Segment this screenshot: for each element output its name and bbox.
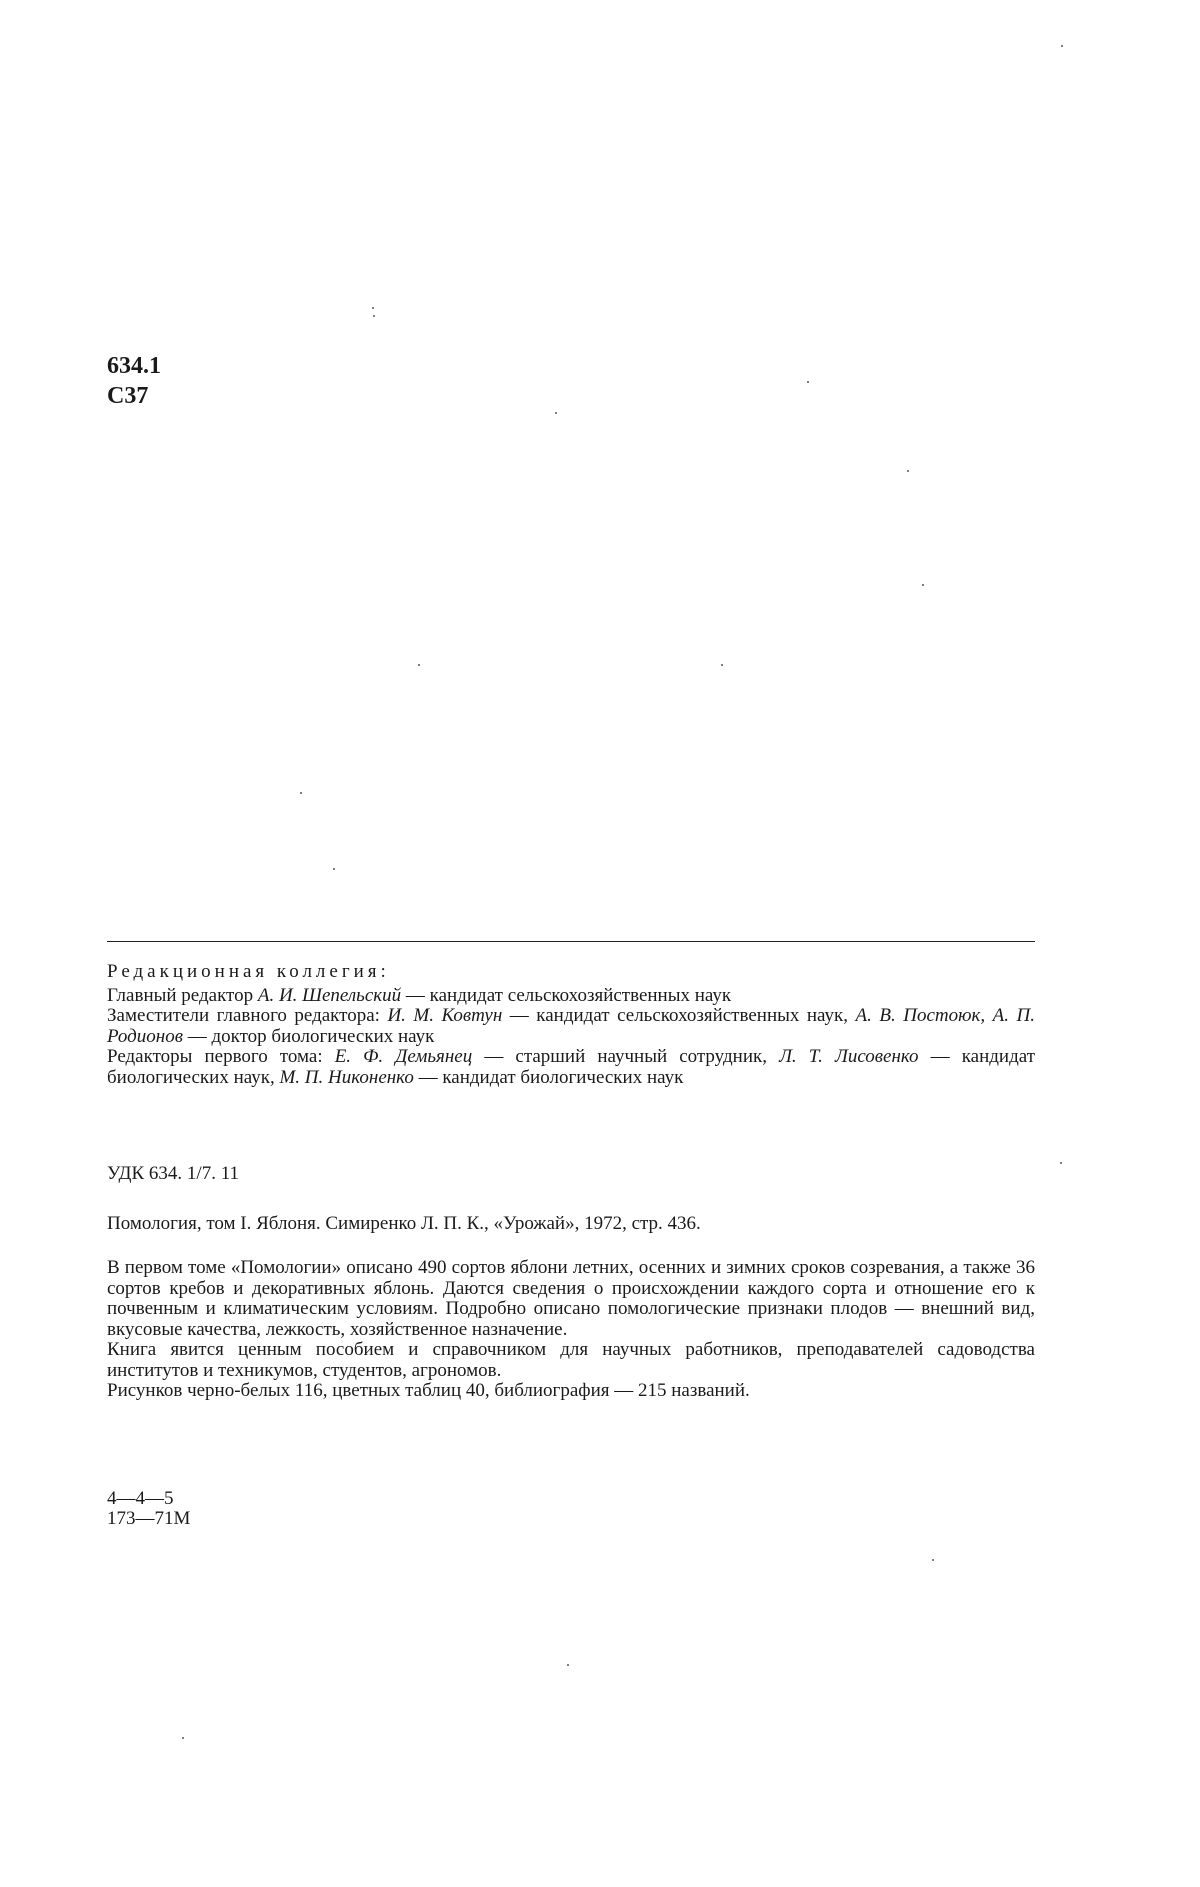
scan-speck — [373, 315, 375, 317]
deputy-title-2: — доктор биологических наук — [187, 1025, 435, 1047]
chief-editor-role: Главный редактор — [107, 984, 254, 1006]
volume-editors-role: Редакторы первого тома: — [107, 1046, 323, 1067]
scan-speck — [567, 1664, 569, 1666]
publishing-code-line-1: 4—4—5 — [107, 1488, 174, 1509]
scan-speck — [922, 584, 924, 586]
author-mark: С37 — [107, 383, 149, 409]
scan-speck — [1060, 1162, 1062, 1164]
chief-editor-name: А. И. Шепельский — [257, 984, 402, 1006]
deputies-line — [107, 1006, 1035, 1047]
deputy-name-1: И. М. Ковтун — [387, 1005, 503, 1026]
annotation-paragraph-2: Книга явится ценным пособием и справочником для научных работников, преподавателей садоводства институтов и техникумов, студентов, агрономов. — [107, 1339, 1035, 1381]
udk-code: УДК 634. 1/7. 11 — [107, 1163, 239, 1184]
volume-editor-title-3: — кандидат биологических наук — [418, 1066, 684, 1088]
scan-speck — [1061, 45, 1063, 47]
chief-editor-line — [107, 986, 1035, 1007]
editorial-board-title: Редакционная коллегия: — [107, 961, 390, 982]
volume-editor-title-2: — кандидат биологических наук, — [107, 1046, 1036, 1088]
publishing-code-line-2: 173—71М — [107, 1508, 191, 1529]
udc-index: 634.1 — [107, 353, 161, 379]
scan-speck — [333, 868, 335, 870]
deputy-name-2: А. В. Постоюк, А. П. Родионов — [107, 1005, 1036, 1047]
scan-speck — [721, 664, 723, 666]
volume-editor-name-2: Л. Т. Лисовенко — [779, 1046, 919, 1067]
editorial-board — [107, 962, 1035, 1088]
deputies-role: Заместители главного редактора: — [107, 1005, 380, 1026]
scan-speck — [932, 1559, 934, 1561]
scan-speck — [372, 307, 374, 309]
deputy-title-1: — кандидат сельскохозяйственных наук, — [509, 1005, 849, 1026]
volume-editors-line — [107, 1047, 1035, 1088]
scan-speck — [907, 470, 909, 472]
separator-rule — [107, 941, 1035, 942]
volume-editor-title-1: — старший научный сотрудник, — [484, 1046, 767, 1067]
publishing-code — [107, 1489, 190, 1529]
scan-speck — [807, 381, 809, 383]
scan-speck — [300, 792, 302, 794]
annotation — [107, 1258, 1035, 1402]
volume-editor-name-3: М. П. Никоненко — [279, 1066, 414, 1088]
chief-editor-title: — кандидат сельскохозяйственных наук — [405, 984, 732, 1006]
scan-speck — [182, 1737, 184, 1739]
scan-speck — [555, 412, 557, 414]
scan-speck — [418, 664, 420, 666]
bibliographic-citation: Помология, том I. Яблоня. Симиренко Л. П. К., «Урожай», 1972, стр. 436. — [107, 1213, 701, 1234]
volume-editor-name-1: Е. Ф. Демьянец — [334, 1046, 473, 1067]
classification-index — [107, 351, 161, 411]
annotation-paragraph-3: Рисунков черно-белых 116, цветных таблиц 40, библиография — 215 названий. — [107, 1380, 750, 1401]
annotation-paragraph-1: В первом томе «Помологии» описано 490 сортов яблони летних, осенних и зимних сроков созревания, а также 36 сортов кребов и декоративных яблонь. Даются сведения о происхождении каждого сорта и отношение его к почвенным и климатическим условиям. Подробно описано помологические признаки плодов — внешний вид, вкусовые качества, лежкость, хозяйственное назначение. — [107, 1257, 1035, 1340]
